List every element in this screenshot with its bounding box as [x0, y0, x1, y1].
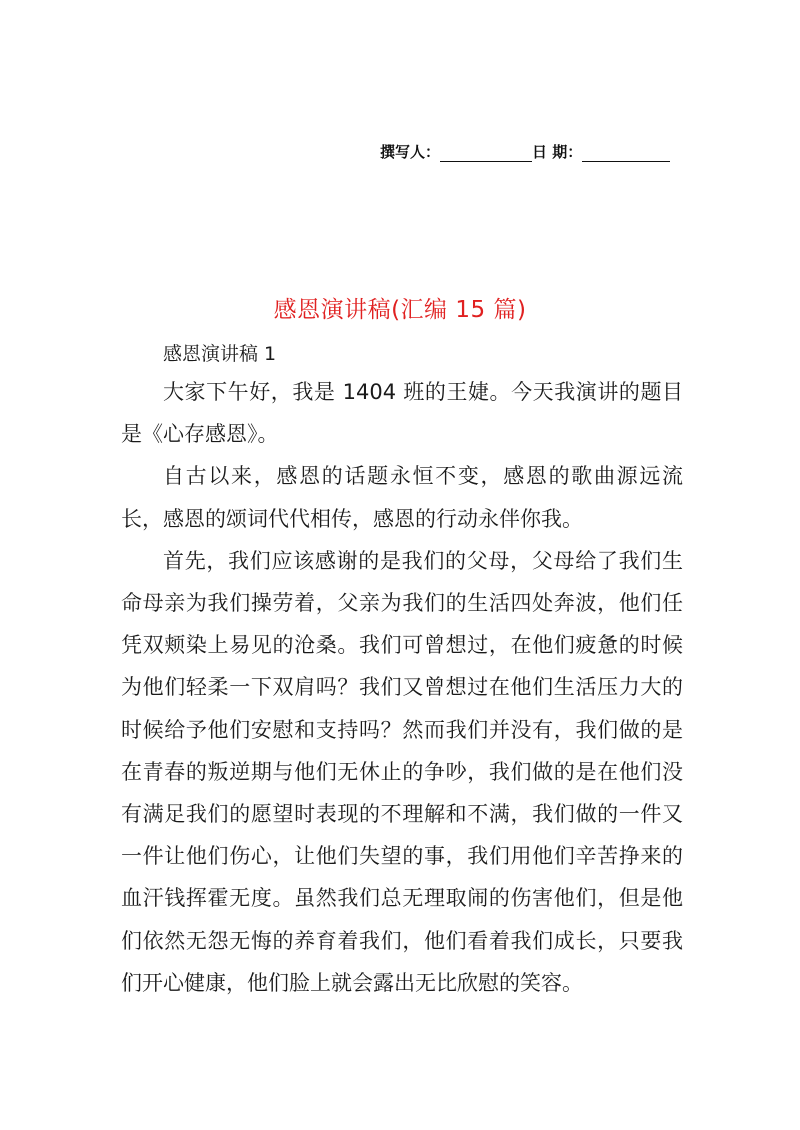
date-blank-field — [582, 145, 670, 162]
date-label: 日 期： — [532, 143, 583, 161]
paragraph-1: 大家下午好，我是 1404 班的王婕。今天我演讲的题目是《心存感恩》。 — [121, 380, 683, 447]
paragraph-2: 自古以来，感恩的话题永恒不变，感恩的歌曲源远流长，感恩的颂词代代相传，感恩的行动永伴你我。 — [121, 464, 683, 531]
document-title: 感恩演讲稿(汇编 15 篇) — [273, 297, 527, 323]
author-blank-field — [440, 145, 532, 162]
paragraph-3: 首先，我们应该感谢的是我们的父母，父母给了我们生命母亲为我们操劳着，父亲为我们的生活四处奔波，他们任凭双颊染上易见的沧桑。我们可曾想过，在他们疲惫的时候为他们轻柔一下双肩吗？我们又曾想过在他们生活压力大的时候给予他们安慰和支持吗？然而我们并没有，我们做的是在青春的叛逆期与他们无休止的争吵，我们做的是在他们没有满足我们的愿望时表现的不理解和不满，我们做的一件又一件让他们伤心，让他们失望的事，我们用他们辛苦挣来的血汗钱挥霍无度。虽然我们总无理取闹的伤害他们，但是他们依然无怨无悔的养育着我们，他们看着我们成长，只要我们开心健康，他们脸上就会露出无比欣慰的笑容。 — [121, 548, 683, 995]
document-body — [121, 371, 683, 1004]
author-date-line — [380, 138, 690, 162]
section-heading: 感恩演讲稿 1 — [163, 343, 277, 365]
author-label: 撰写人： — [380, 143, 441, 161]
